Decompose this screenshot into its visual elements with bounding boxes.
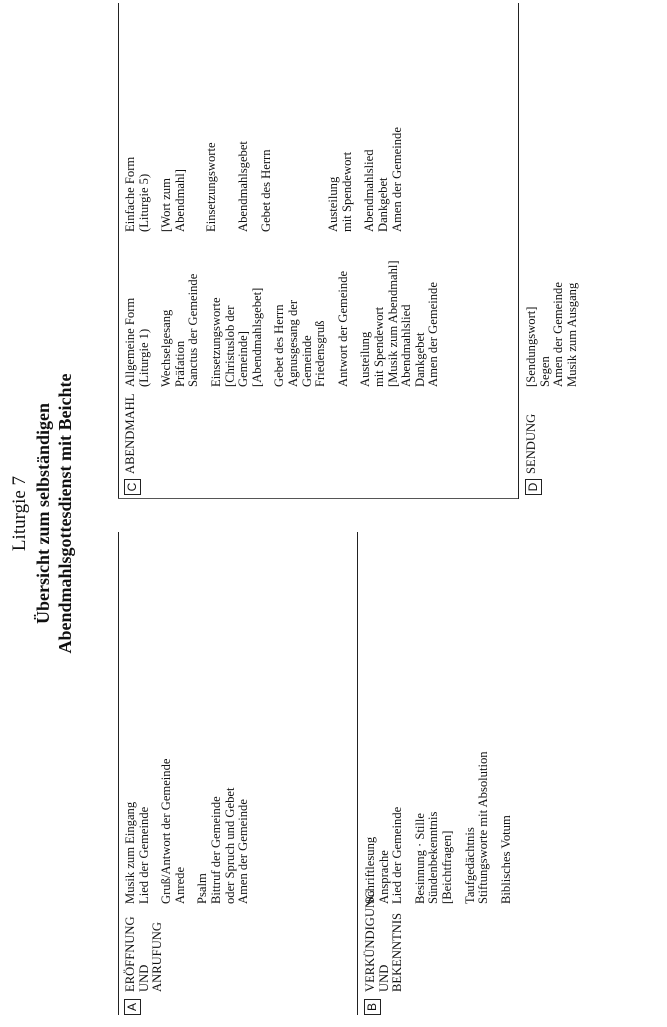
liturgy-item: Austeilung (326, 176, 341, 232)
liturgy-item: Sündenbekenntnis (426, 811, 441, 904)
liturgy-item: Abendmahl] (172, 169, 187, 232)
liturgy-item: Einfache Form (123, 156, 137, 232)
liturgy-item: Wechselgesang (159, 309, 174, 387)
liturgy-item (309, 127, 318, 232)
rule-left-top (118, 532, 119, 1015)
section-c-general-form (124, 260, 441, 387)
liturgy-item: Dankgebet (412, 332, 427, 387)
liturgy-item: [Wort zum (159, 178, 174, 232)
heading-line: SENDUNG (524, 413, 538, 474)
section-c-heading (124, 394, 138, 474)
liturgy-item (219, 127, 228, 232)
liturgy-item: Gebet des Herrn (272, 304, 287, 387)
section-c-box: C (124, 479, 141, 495)
liturgy-item: Amen der Gemeinde (426, 282, 441, 387)
liturgy-item (187, 127, 196, 232)
liturgy-item: (Liturgie 1) (136, 328, 151, 387)
liturgy-item: Agnusgesang der (285, 299, 300, 387)
liturgy-item: Taufgedächtnis (462, 827, 477, 904)
liturgy-item: Ansprache (376, 850, 391, 904)
section-b-items (364, 751, 513, 904)
liturgy-item: Austeilung (358, 331, 373, 387)
liturgy-item: Einsetzungsworte (208, 297, 223, 387)
liturgy-item: Präfation (172, 340, 187, 387)
rule-right-bottom (518, 3, 519, 499)
liturgy-item: Gebet des Herrn (258, 149, 273, 232)
liturgy-item: Allgemeine Form (123, 297, 137, 387)
section-a-heading (124, 916, 165, 992)
liturgy-item: [Abendmahlsgebet] (249, 287, 264, 387)
liturgy-item: Besinnung · Stille (412, 813, 427, 904)
liturgy-item: mit Spendewort (371, 306, 386, 387)
section-c-simple-form (124, 127, 404, 232)
liturgy-item: [Beichtfragen] (439, 830, 454, 904)
liturgy-item (300, 127, 309, 232)
page-title-line-3: Abendmahlsgottesdienst mit Beichte (55, 373, 75, 654)
liturgy-item: Psalm (195, 873, 210, 904)
page-title-line-2: Übersicht zum selbständigen (33, 403, 53, 625)
heading-line: ANRUFUNG (150, 922, 165, 992)
section-d-items (525, 282, 579, 387)
liturgy-item: Gemeinde (299, 335, 314, 387)
liturgy-item: (Liturgie 5) (136, 173, 151, 232)
liturgy-item: mit Spendewort (339, 151, 354, 232)
heading-line: UND (136, 964, 151, 992)
heading-line: UND (376, 964, 391, 992)
liturgy-item: [Sendungswort] (524, 306, 538, 387)
rule-right-vertical (118, 498, 518, 499)
liturgy-item: Gruß/Antwort der Gemeinde (159, 758, 174, 904)
heading-line: ABENDMAHL (123, 393, 137, 474)
liturgy-item: Abendmahlsgebet (235, 141, 250, 232)
liturgy-item: Lied der Gemeinde (390, 806, 405, 904)
section-d-heading (525, 414, 539, 474)
section-a-items (124, 759, 251, 905)
liturgy-item: Amen der Gemeinde (236, 799, 251, 904)
rule-right-top (118, 3, 119, 499)
section-a-box: A (124, 999, 141, 1015)
liturgy-item: Schriftlesung (363, 836, 377, 904)
liturgy-item: Sanctus der Gemeinde (186, 273, 201, 387)
section-d-box: D (525, 479, 542, 495)
liturgy-item: Stiftungsworte mit Absolution (476, 751, 491, 904)
section-b-heading (364, 890, 405, 992)
rule-left-middle (357, 532, 358, 1015)
liturgy-item: Anrede (172, 866, 187, 904)
liturgy-item: [Musik zum Abendmahl] (385, 260, 400, 387)
liturgy-item: Musik zum Eingang (123, 801, 137, 904)
liturgy-item: Biblisches Votum (498, 815, 513, 904)
liturgy-item: Antwort der Gemeinde (335, 270, 350, 387)
liturgy-item: Gemeinde] (236, 331, 251, 387)
liturgy-item: Amen der Gemeinde (551, 282, 566, 387)
heading-line: ERÖFFNUNG (123, 916, 137, 992)
section-b-box: B (364, 999, 381, 1015)
liturgy-item: Amen der Gemeinde (389, 127, 404, 232)
liturgy-item: Abendmahlslied (362, 149, 377, 232)
liturgy-item (291, 127, 300, 232)
page-title-line-1: Liturgie 7 (9, 475, 30, 552)
heading-line: BEKENNTNIS (390, 912, 405, 992)
liturgy-item: Musik zum Ausgang (564, 282, 579, 387)
liturgy-item: Bittruf der Gemeinde (208, 796, 223, 904)
liturgy-item (282, 127, 291, 232)
liturgy-item: Einsetzungsworte (204, 142, 219, 232)
liturgy-item: Segen (537, 356, 552, 387)
liturgy-item: Friedensgruß (313, 320, 328, 387)
liturgy-item (273, 127, 282, 232)
liturgy-item: [Christuslob der (222, 305, 237, 387)
liturgy-item: Dankgebet (375, 177, 390, 232)
liturgy-item: oder Spruch und Gebet (222, 787, 237, 904)
liturgy-item: Lied der Gemeinde (136, 806, 151, 904)
heading-line: VERKÜNDIGUNG (363, 889, 377, 992)
liturgy-item: Abendmahlslied (399, 304, 414, 387)
